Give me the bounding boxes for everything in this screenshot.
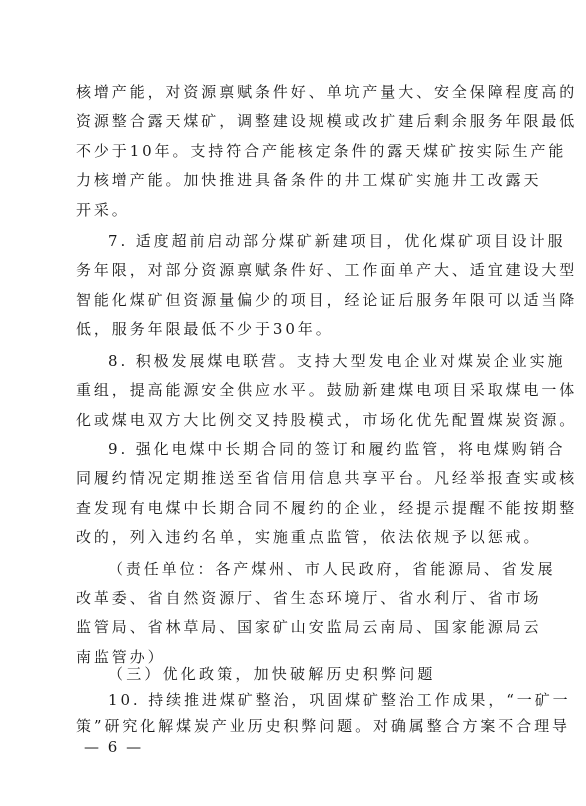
page-number: — 6 — <box>84 738 144 756</box>
text-line: 改革委、省自然资源厅、省生态环境厅、省水利厅、省市场 <box>76 589 542 607</box>
text-line: 查发现有电煤中长期合同不履约的企业，经提示提醒不能按期整 <box>76 499 578 517</box>
text-line: 同履约情况定期推送至省信用信息共享平台。凡经举报查实或核 <box>76 469 578 487</box>
text-line: 智能化煤矿但资源量偏少的项目，经论证后服务年限可以适当降 <box>76 291 578 309</box>
text-line: 低，服务年限最低不少于30年。 <box>76 320 334 338</box>
text-line: 南监管办） <box>76 648 166 666</box>
text-line: 资源整合露天煤矿，调整建设规模或改扩建后剩余服务年限最低 <box>76 112 578 130</box>
paragraph-9-start: 9. 强化电煤中长期合同的签订和履约监管，将电煤购销合 <box>108 440 566 458</box>
paragraph-10-start: 10. 持续推进煤矿整治，巩固煤矿整治工作成果，“一矿一 <box>108 691 571 709</box>
paragraph-8-start: 8. 积极发展煤电联营。支持大型发电企业对煤炭企业实施 <box>108 352 566 370</box>
text-line: 化或煤电双方大比例交叉持股模式，市场化优先配置煤炭资源。 <box>76 411 578 429</box>
responsible-units-start: （责任单位：各产煤州、市人民政府，省能源局、省发展 <box>108 560 556 578</box>
text-line: 开采。 <box>76 201 130 219</box>
text-line: 不少于10年。支持符合产能核定条件的露天煤矿按实际生产能 <box>76 142 567 160</box>
text-line: 改的，列入违约名单，实施重点监管，依法依规予以惩戒。 <box>76 528 542 546</box>
text-line: 核增产能，对资源禀赋条件好、单坑产量大、安全保障程度高的 <box>76 83 578 101</box>
text-line: 力核增产能。加快推进具备条件的井工煤矿实施井工改露天 <box>76 171 542 189</box>
text-line: 重组，提高能源安全供应水平。鼓励新建煤电项目采取煤电一体 <box>76 381 578 399</box>
section-heading: （三）优化政策，加快破解历史积弊问题 <box>108 665 436 683</box>
text-line: 监管局、省林草局、国家矿山安监局云南局、国家能源局云 <box>76 618 542 636</box>
paragraph-7-start: 7. 适度超前启动部分煤矿新建项目，优化煤矿项目设计服 <box>108 232 566 250</box>
text-line: 务年限，对部分资源禀赋条件好、工作面单产大、适宜建设大型 <box>76 261 578 279</box>
text-line: 策”研究化解煤炭产业历史积弊问题。对确属整合方案不合理导 <box>76 717 570 735</box>
